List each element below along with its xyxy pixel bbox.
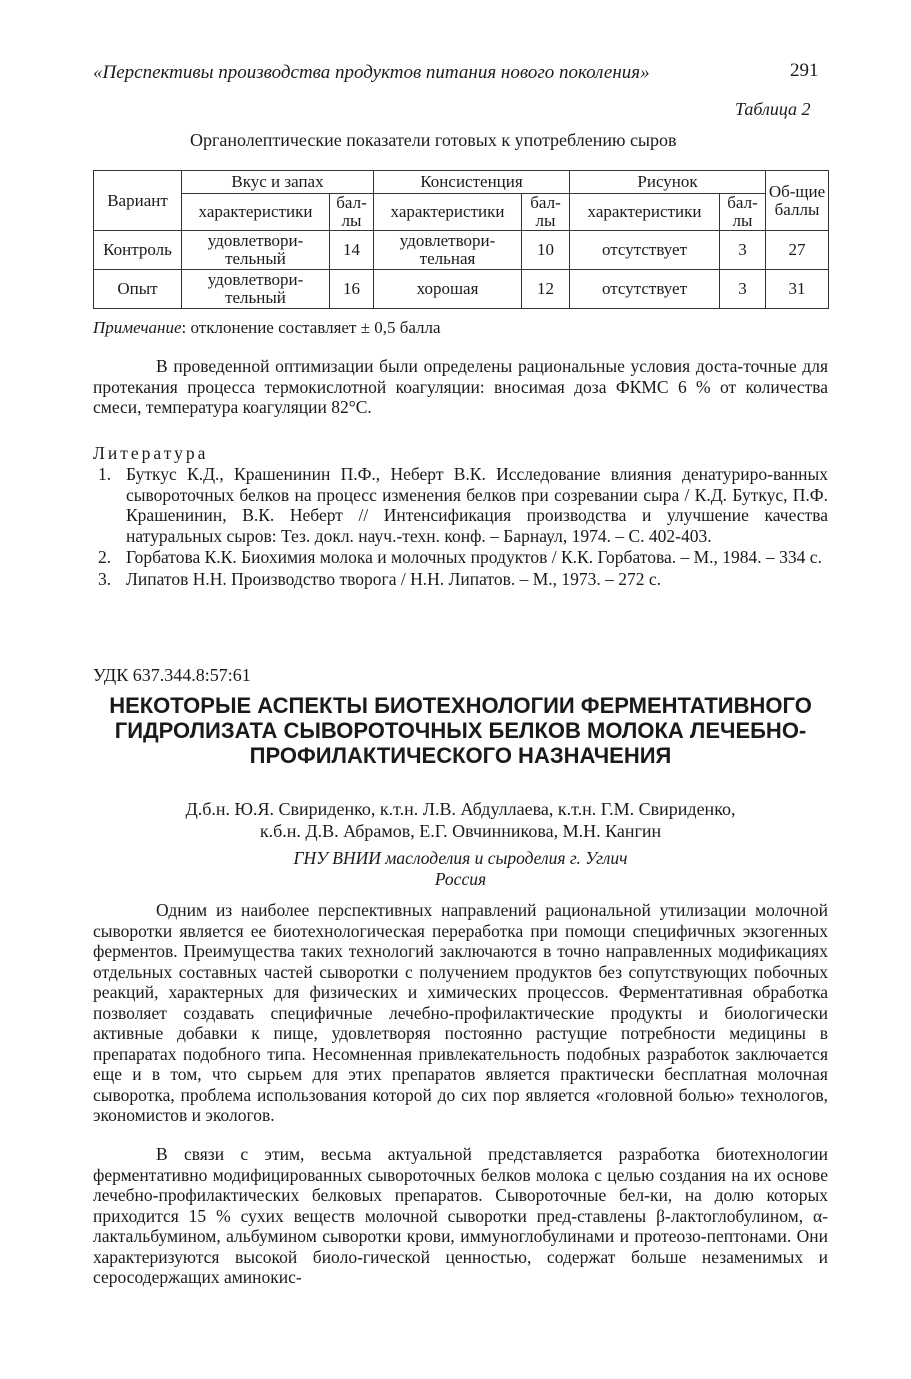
note-text: : отклонение составляет ± 0,5 балла [181,318,441,337]
cell-total: 27 [766,231,829,270]
reference-item [93,547,828,568]
authors [93,798,828,842]
reference-list [93,464,828,590]
paragraph-conclusion: В проведенной оптимизации были определены рациональные условия доста-точные для протекания процесса термокислотной коагуляции: вносимая доза ФКМС 6 % от количества смеси, температура коагуляции 82°С. [93,356,828,417]
cell-taste: удовлетвори-тельный [182,231,330,270]
paragraph-intro: Одним из наиболее перспективных направлений рациональной утилизации молочной сыворотки является ее биотехнологическая переработка при помощи специфичных экзогенных ферментов. Преимущества таких технологий заключаются в точно направленных модификациях отдельных составных частей сыворотки с получением продуктов без сопутствующих побочных реакций, характерных для физических и химических процессов. Ферментативная обработка позволяет создавать специфичные лечебно-профилактические продукты и биологически активные добавки к пище, удовлетворяя постоянно растущие потребности медицины в препаратах подобного типа. Несомненная привлекательность подобных разработок заключается еще и в том, что сырьем для этих препаратов является практически бесплатная молочная сыворотка, проблема использования которой до сих пор является «головной болью» технологов, экономистов и экологов. [93,900,828,1125]
literature-heading: Литература [93,443,209,463]
cell-taste-points: 16 [330,270,374,309]
page-number: 291 [790,60,819,81]
subheader-points: бал-лы [720,194,766,231]
reference-text: Горбатова К.К. Биохимия молока и молочных продуктов / К.К. Горбатова. – М., 1984. – 334 с. [126,547,822,567]
article-title: НЕКОТОРЫЕ АСПЕКТЫ БИОТЕХНОЛОГИИ ФЕРМЕНТАТИВНОГО ГИДРОЛИЗАТА СЫВОРОТОЧНЫХ БЕЛКОВ МОЛОКА ЛЕЧЕБНО-ПРОФИЛАКТИЧЕСКОГО НАЗНАЧЕНИЯ [109,693,812,768]
cell-consistency: хорошая [374,270,522,309]
table-row [94,231,829,270]
table-caption: Органолептические показатели готовых к употреблению сыров [190,130,677,150]
subheader-characteristics: характеристики [182,194,330,231]
cell-consistency-points: 10 [522,231,570,270]
cell-taste-points: 14 [330,231,374,270]
subheader-points: бал-лы [522,194,570,231]
reference-item [93,464,828,546]
cell-taste: удовлетвори-тельный [182,270,330,309]
table-note [93,318,441,338]
subheader-characteristics: характеристики [374,194,522,231]
authors-line: к.б.н. Д.В. Абрамов, Е.Г. Овчинникова, М.Н. Кангин [259,821,662,841]
reference-number: 2. [98,547,112,567]
reference-item [93,569,828,590]
reference-text: Буткус К.Д., Крашенинин П.Ф., Неберт В.К. Исследование влияния денатуриро-ванных сывороточных белков на процесс изменения белков при созревании сыра / К.Д. Буткус, П.Ф. Крашенинин, В.К. Неберт // Интенсификация производства и улучшение качества натуральных сыров: Тез. докл. науч.-техн. конф. – Барнаул, 1974. – С. 402-403. [126,464,828,546]
table-label: Таблица 2 [735,99,811,119]
header-variant: Вариант [94,171,182,231]
subheader-points: бал-лы [330,194,374,231]
cell-variant: Опыт [94,270,182,309]
country: Россия [434,869,487,889]
cell-consistency-points: 12 [522,270,570,309]
reference-text: Липатов Н.Н. Производство творога / Н.Н. Липатов. – М., 1973. – 272 с. [126,568,662,589]
subheader-characteristics: характеристики [570,194,720,231]
authors-line: Д.б.н. Ю.Я. Свириденко, к.т.н. Л.В. Абдуллаева, к.т.н. Г.М. Свириденко, [185,799,736,819]
header-pattern: Рисунок [570,171,766,194]
cell-pattern-points: 3 [720,231,766,270]
header-total: Об-щие баллы [766,171,829,231]
organoleptic-table [93,170,829,309]
reference-number: 3. [98,568,112,589]
cell-consistency: удовлетвори-тельная [374,231,522,270]
udk-code: УДК 637.344.8:57:61 [93,665,251,685]
paragraph-continued: В связи с этим, весьма актуальной представляется разработка биотехнологии ферментативно модифицированных сывороточных белков молока с целью создания на их основе лечебно-профилактических белковых препаратов. Сывороточные бел-ки, на долю которых приходится 15 % сухих веществ молочной сыворотки пред-ставлены β-лактоглобулином, α-лактальбумином, альбумином сыворотки крови, иммуноглобулинами и протеозо-пептонами. Они характеризуются высокой биоло-гической ценностью, содержат больше незаменимых и серосодержащих аминокис- [93,1144,828,1287]
header-taste: Вкус и запах [182,171,374,194]
note-label: Примечание [93,318,182,337]
cell-pattern-points: 3 [720,270,766,309]
reference-number: 1. [98,464,112,484]
cell-pattern: отсутствует [570,270,720,309]
cell-pattern: отсутствует [570,231,720,270]
cell-variant: Контроль [94,231,182,270]
affiliation [93,848,828,890]
cell-total: 31 [766,270,829,309]
running-head: «Перспективы производства продуктов питания нового поколения» [93,62,650,83]
table-row [94,270,829,309]
institution: ГНУ ВНИИ маслоделия и сыроделия г. Углич [293,848,628,868]
header-consistency: Консистенция [374,171,570,194]
